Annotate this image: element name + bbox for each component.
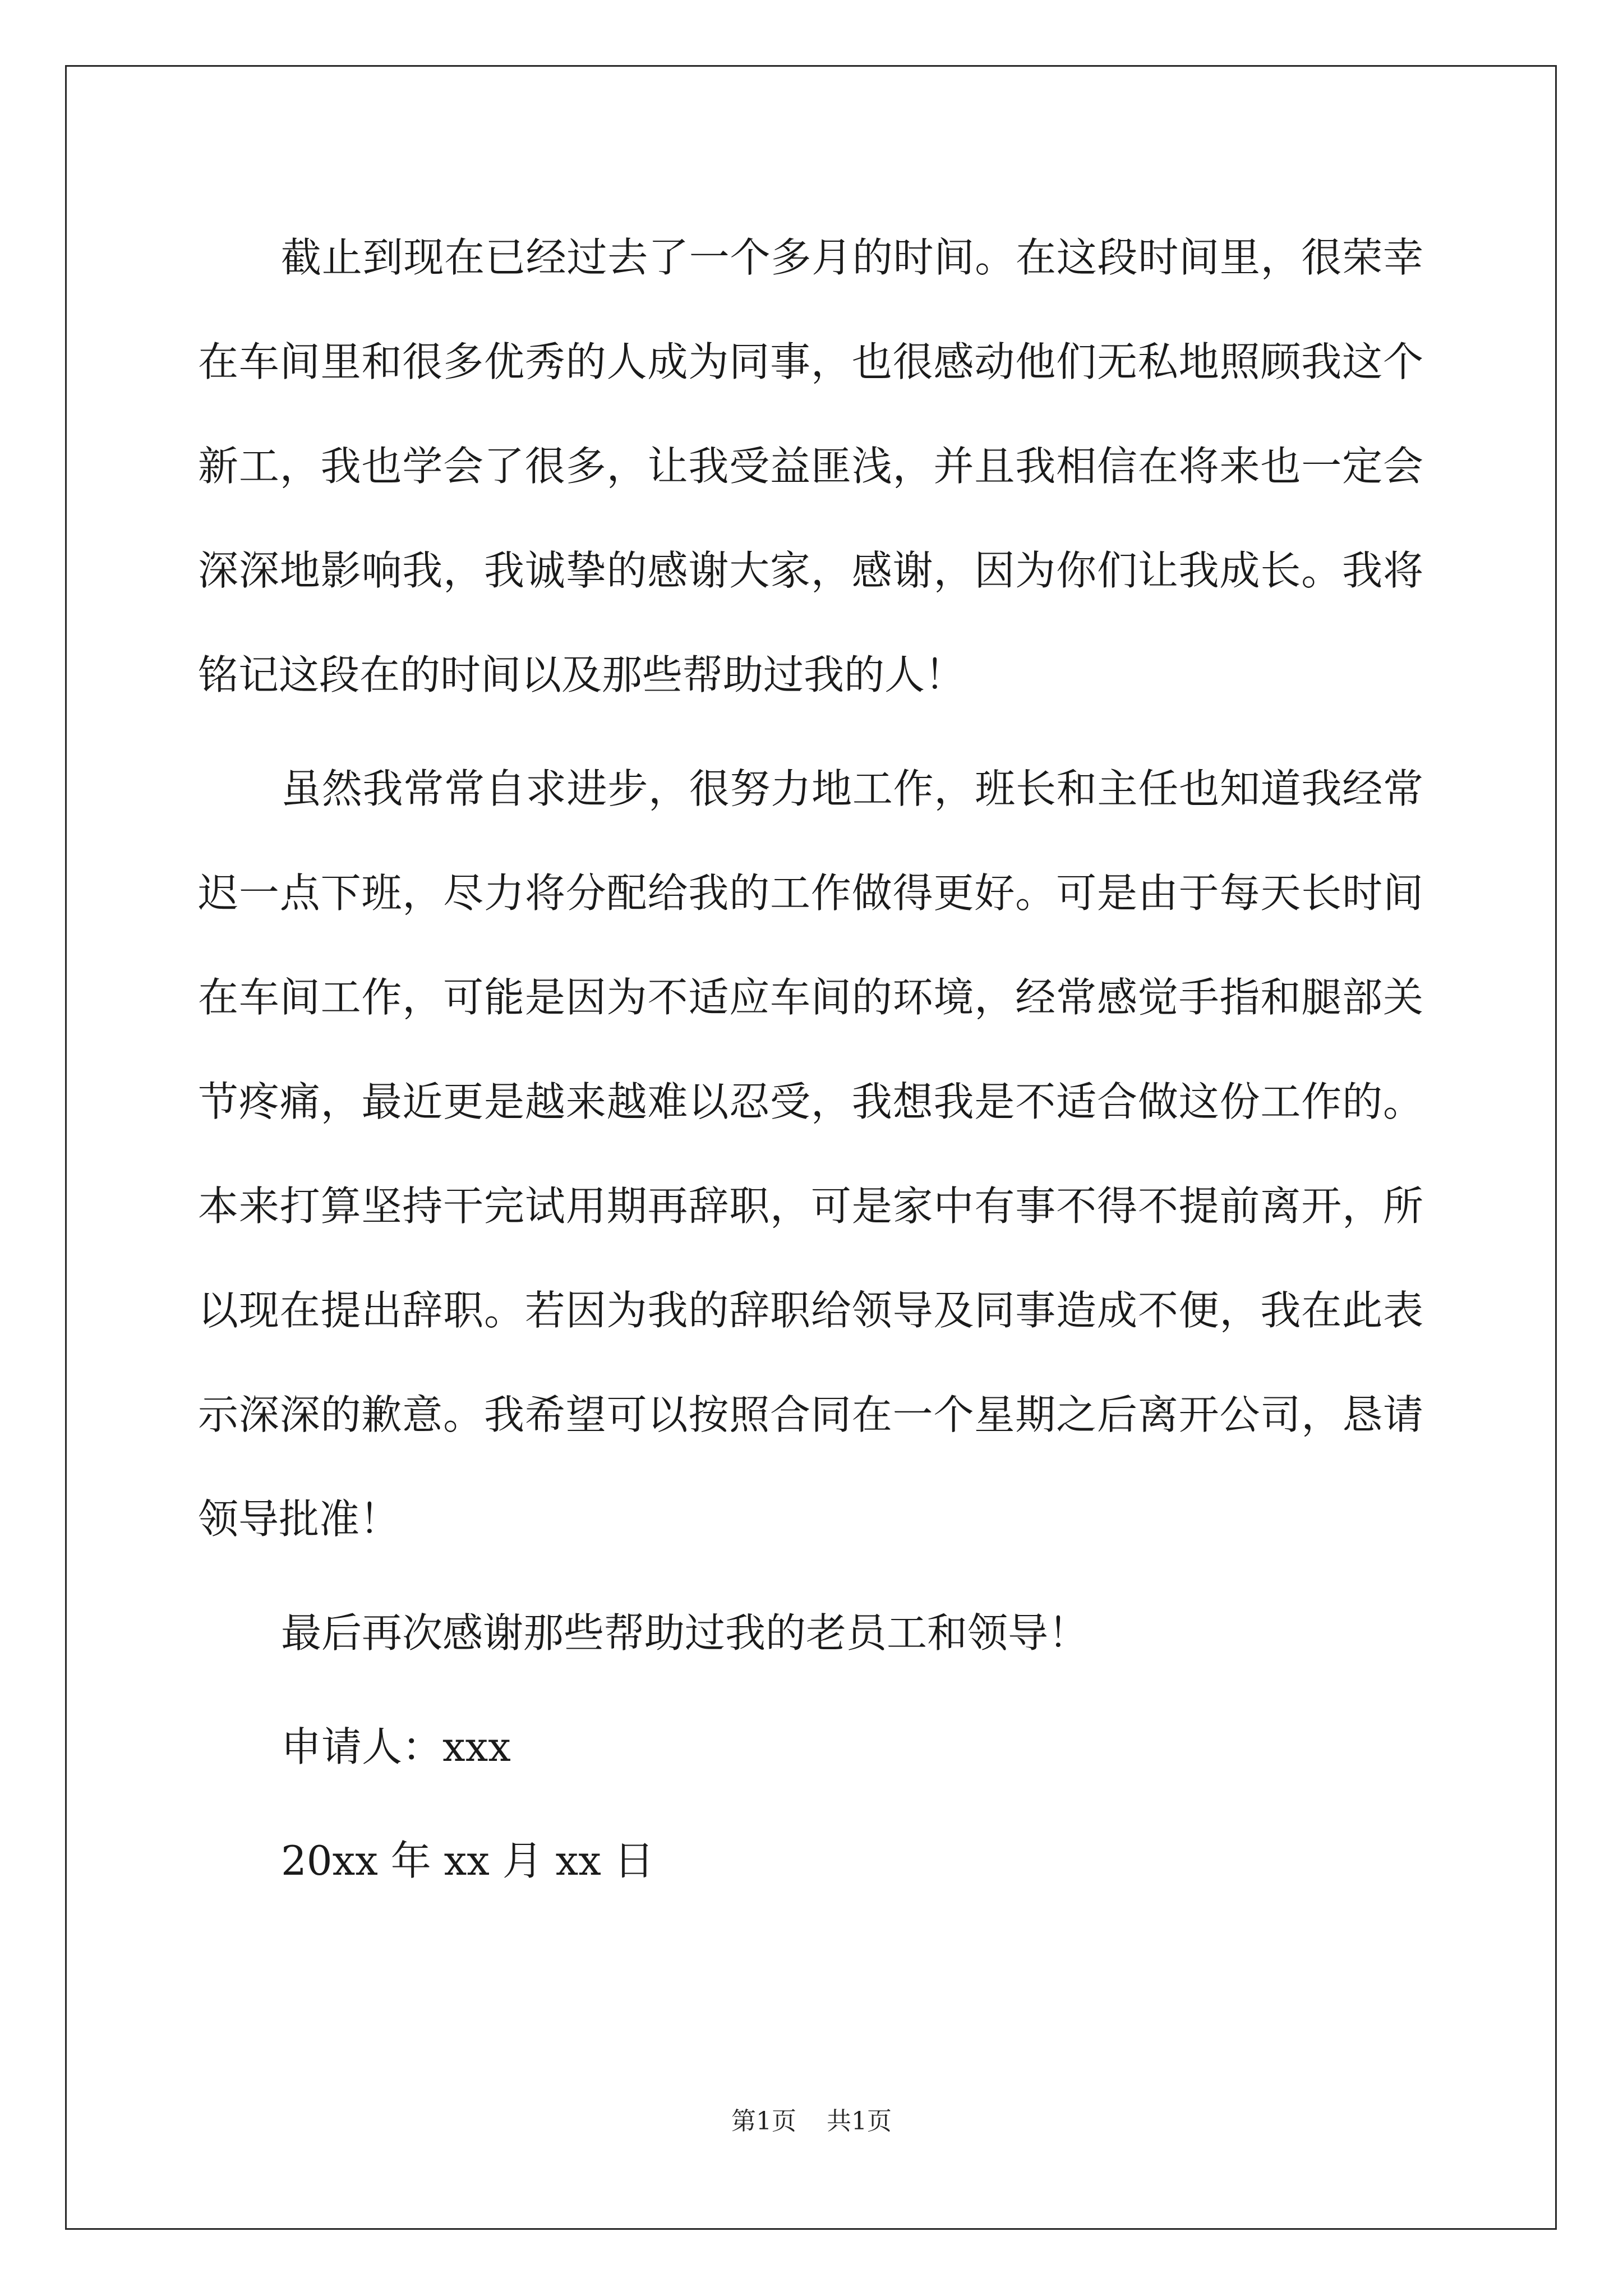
applicant-line: 申请人：xxx xyxy=(281,1723,511,1770)
page-number: 第1页 xyxy=(731,2107,796,2136)
page-footer xyxy=(0,2101,1623,2137)
paragraph-2: 虽然我常常自求进步，很努力地工作，班长和主任也知道我经常迟一点下班，尽力将分配给我的工作做得更好。可是由于每天长时间在车间工作，可能是因为不适应车间的环境，经常感觉手指和腿部关节疼痛，最近更是越来越难以忍受，我想我是不适合做这份工作的。本来打算坚持干完试用期再辞职，可是家中有事不得不提前离开，所以现在提出辞职。若因为我的辞职给领导及同事造成不便，我在此表示深深的歉意。我希望可以按照合同在一个星期之后离开公司，恳请领导批准！ xyxy=(198,765,1423,1543)
date-line: 20xx 年 xx 月 xx 日 xyxy=(281,1837,654,1884)
paragraph-3: 最后再次感谢那些帮助过我的老员工和领导！ xyxy=(281,1609,1089,1657)
page-total: 共1页 xyxy=(827,2107,892,2136)
paragraph-1: 截止到现在已经过去了一个多月的时间。在这段时间里，很荣幸在车间里和很多优秀的人成为同事，也很感动他们无私地照顾我这个新工，我也学会了很多，让我受益匪浅，并且我相信在将来也一定会深深地影响我，我诚挚的感谢大家，感谢，因为你们让我成长。我将铭记这段在的时间以及那些帮助过我的人！ xyxy=(198,234,1423,698)
letter-body xyxy=(198,205,1423,1922)
